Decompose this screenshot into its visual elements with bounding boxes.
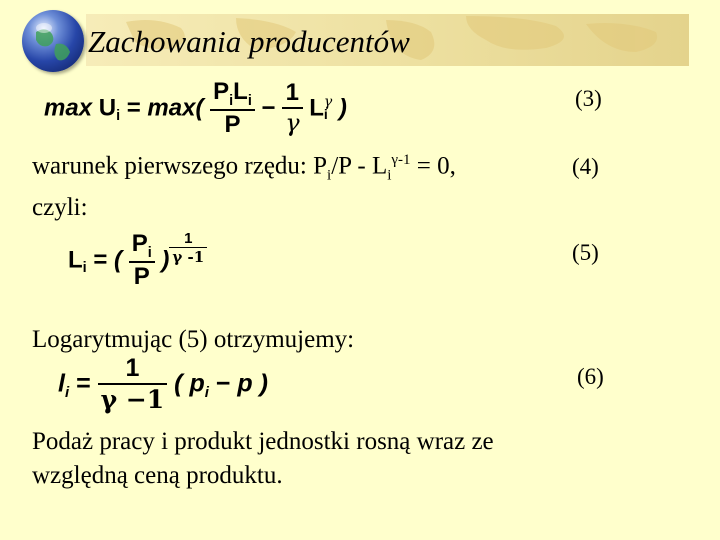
fraction-1-over-gamma: $\frac{1}{\gamma}$ <box>282 79 302 137</box>
minus-sign: − <box>261 94 276 122</box>
first-order-condition: warunek pierwszego rzędu: $P_i/P - L_i^{\gamma-1} = 0$, <box>32 152 456 184</box>
slide-title: Zachowania producentów <box>88 24 410 59</box>
equation-6: $l_i$ = $\frac{1}{\gamma -1}$ ( $p_i - p$ ) <box>58 354 268 414</box>
max-label: max <box>147 94 196 122</box>
logarithm-line: Logarytmując (5) otrzymujemy: <box>32 326 355 353</box>
czyli-label: czyli: <box>32 194 88 221</box>
equation-number-3: (3) <box>575 86 602 111</box>
equation-number-6: (6) <box>577 364 604 389</box>
globe-icon <box>22 10 84 72</box>
fraction-1-over-gamma-minus-1: $\frac{1}{\gamma -1}$ <box>98 354 168 414</box>
conclusion-line-1: Podaż pracy i produkt jednostki rosną wraz ze <box>32 428 494 455</box>
max-label: max <box>44 94 93 122</box>
fraction-PL-over-P: $\frac{P_iL_i}{P}$ <box>210 78 255 139</box>
utility-symbol: U <box>98 94 117 122</box>
equals-sign: = <box>126 94 141 122</box>
equation-number-5: (5) <box>572 240 599 265</box>
exponent-fraction: $\frac{1}{\gamma -1}$ <box>169 230 207 266</box>
equation-number-4: (4) <box>572 154 599 179</box>
equation-5: $L_i$ = ( $\frac{P_i}{P}$ ) $\frac{1}{\gamma -1}$ <box>68 230 207 291</box>
conclusion-line-2: względną ceną produktu. <box>32 462 283 489</box>
fraction-Pi-over-P: $\frac{P_i}{P}$ <box>129 230 155 291</box>
equation-3: $\max U_i = \max$( $\frac{P_iL_i}{P}$ − $\frac{1}{\gamma}$ L γ i ) <box>44 78 347 138</box>
